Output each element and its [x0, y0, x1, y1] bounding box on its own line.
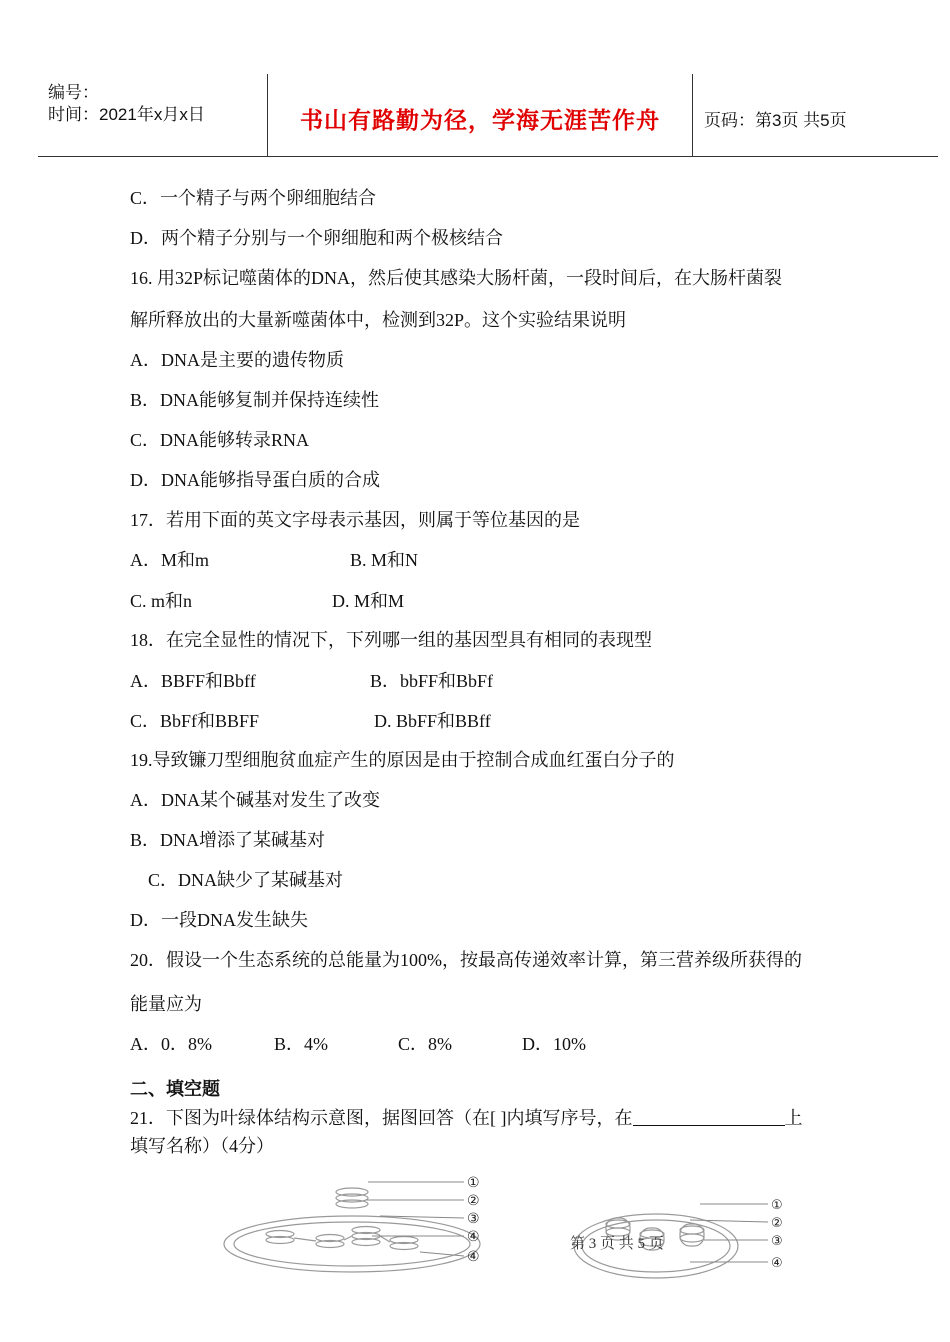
q16-option-a: A．DNA是主要的遗传物质 [130, 350, 344, 370]
q17-option-b: B. M和N [350, 550, 419, 570]
q19-option-b: B．DNA增添了某碱基对 [130, 830, 326, 850]
q15-option-c: C．一个精子与两个卵细胞结合 [130, 188, 377, 208]
q17-option-c: C. m和n [130, 591, 193, 611]
code-label: 编号： [48, 83, 99, 102]
q17-stem: 17．若用下面的英文字母表示基因，则属于等位基因的是 [130, 510, 580, 530]
q19-option-c: C．DNA缺少了某碱基对 [148, 870, 344, 890]
q18-option-d: D. BbFF和BBff [374, 711, 491, 731]
q18-stem: 18．在完全显性的情况下，下列哪一组的基因型具有相同的表现型 [130, 630, 652, 650]
header-motto: 书山有路勤为径，学海无涯苦作舟 [300, 108, 660, 134]
q18-option-b: B．bbFF和BbFf [370, 671, 494, 691]
figure-label: ③ [467, 1211, 480, 1227]
q19-stem: 19.导致镰刀型细胞贫血症产生的原因是由于控制合成血红蛋白分子的 [130, 750, 675, 770]
q16-stem-cont: 解所释放出的大量新噬菌体中，检测到32P。这个实验结果说明 [130, 310, 627, 330]
figure-label: ④ [771, 1256, 783, 1271]
figure-label: ② [771, 1216, 783, 1231]
q18-option-c: C．BbFf和BBFF [130, 711, 260, 731]
figure-label: ④ [467, 1229, 480, 1245]
q15-option-d: D．两个精子分别与一个卵细胞和两个极核结合 [130, 228, 503, 248]
q20-option-b: B．4% [274, 1034, 328, 1054]
q20-stem-cont: 能量应为 [130, 994, 202, 1014]
header-page-info: 页码：第3页 共5页 [704, 111, 847, 130]
time-label: 时间：2021年x月x日 [48, 105, 205, 124]
q19-option-a: A．DNA某个碱基对发生了改变 [130, 790, 380, 810]
q16-option-b: B．DNA能够复制并保持连续性 [130, 390, 380, 410]
q17-option-d: D. M和M [332, 591, 405, 611]
q16-option-d: D．DNA能够指导蛋白质的合成 [130, 470, 380, 490]
figure-label: ② [467, 1193, 480, 1209]
figure-label: ④ [467, 1249, 480, 1265]
q20-stem: 20．假设一个生态系统的总能量为100%，按最高传递效率计算，第三营养级所获得的 [130, 950, 802, 970]
section-title: 二、填空题 [130, 1079, 220, 1099]
q21-stem-cont: 填写名称）（4分） [130, 1136, 274, 1156]
q17-option-a: A．M和m [130, 550, 210, 570]
q21-stem-text: 21．下图为叶绿体结构示意图，据图回答（在[ ]内填写序号，在 [130, 1108, 633, 1128]
figure-label: ③ [771, 1234, 783, 1249]
q20-option-d: D．10% [522, 1034, 586, 1054]
q19-option-d: D．一段DNA发生缺失 [130, 910, 308, 930]
q16-stem: 16. 用32P标记噬菌体的DNA，然后使其感染大肠杆菌，一段时间后，在大肠杆菌裂 [130, 268, 783, 288]
q16-option-c: C．DNA能够转录RNA [130, 430, 310, 450]
q21-stem-suffix: 上 [784, 1108, 803, 1128]
chloroplast-inner-membrane [234, 1222, 470, 1266]
figure-label: ① [771, 1198, 783, 1213]
figure-label: ① [467, 1175, 480, 1191]
figure-page-footer: 第 3 页 共 5 页 [570, 1236, 664, 1252]
q20-option-a: A．0．8% [130, 1034, 212, 1054]
q18-option-a: A．BBFF和Bbff [130, 671, 256, 691]
chloroplast-outer-membrane [224, 1216, 480, 1272]
q20-option-c: C．8% [398, 1034, 452, 1054]
